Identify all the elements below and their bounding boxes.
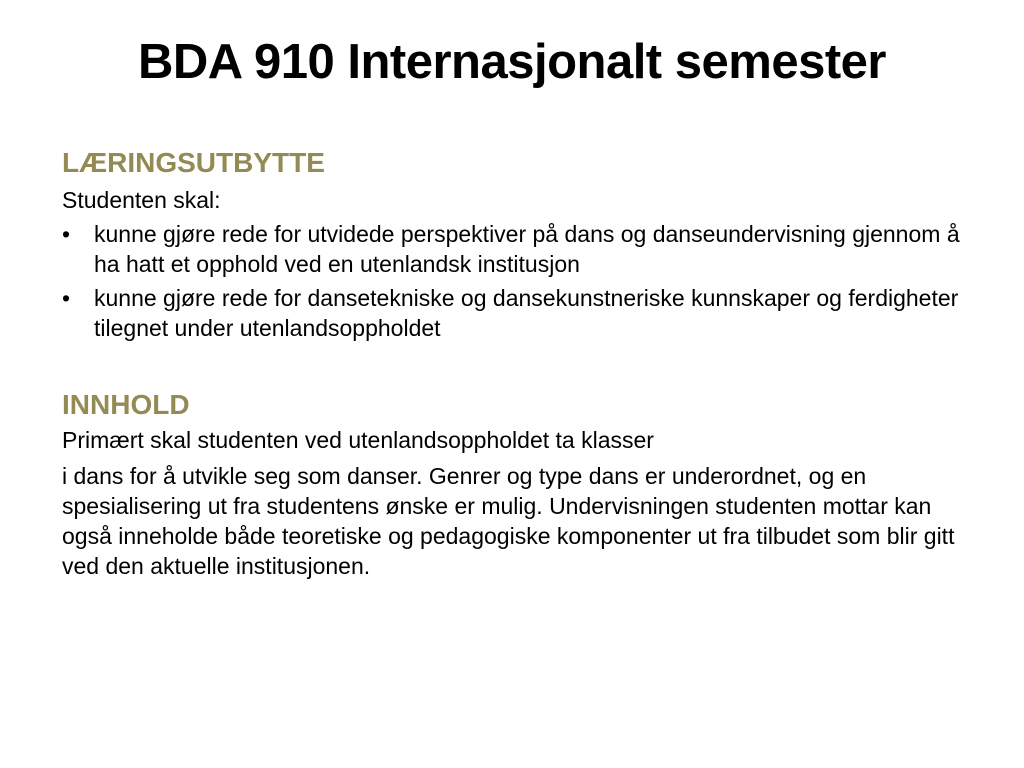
slide-body — [62, 143, 982, 587]
section-heading-content: INNHOLD — [62, 389, 190, 420]
bullet-icon: • — [62, 221, 71, 247]
list-item — [62, 283, 982, 343]
learning-bullet-list — [62, 219, 982, 343]
content-paragraph: Primært skal studenten ved utenlandsoppholdet ta klasser — [62, 427, 654, 453]
learning-intro: Studenten skal: — [62, 187, 221, 213]
content-paragraph: i dans for å utvikle seg som danser. Genrer og type dans er underordnet, og en spesialisering ut fra studentens ønske er mulig. Undervisningen studenten mottar kan også inneholde både teoretiske og pedagogiske komponenter ut fra tilbudet som blir gitt ved den aktuelle institusjonen. — [62, 463, 955, 579]
list-item — [62, 219, 982, 279]
bullet-icon: • — [62, 285, 71, 311]
list-item-text: kunne gjøre rede for dansetekniske og dansekunstneriske kunnskaper og ferdigheter tilegnet under utenlandsoppholdet — [94, 285, 959, 341]
section-spacer — [62, 347, 982, 385]
slide-title: BDA 910 Internasjonalt semester — [138, 35, 886, 89]
section-heading-learning: LÆRINGSUTBYTTE — [62, 147, 325, 178]
list-item-text: kunne gjøre rede for utvidede perspektiver på dans og danseundervisning gjennom å ha hatt et opphold ved en utenlandsk institusjon — [94, 221, 960, 277]
